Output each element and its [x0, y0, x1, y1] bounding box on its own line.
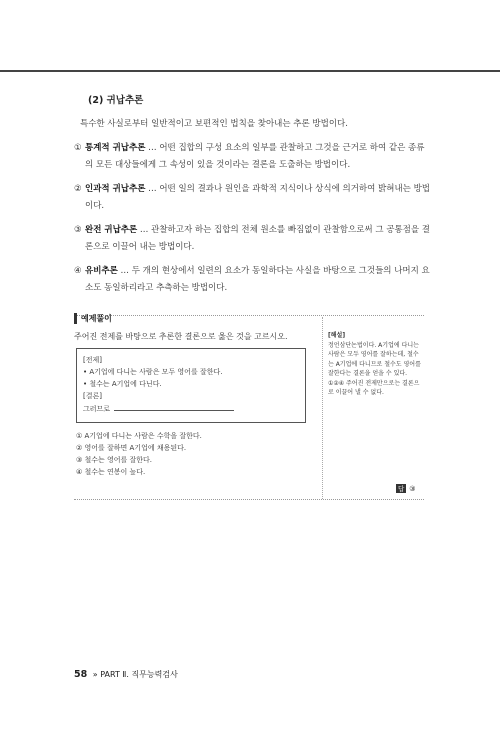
item-term: 완전 귀납추론	[85, 225, 138, 235]
item-number: ②	[74, 184, 82, 194]
column-divider	[322, 317, 323, 499]
explanation	[328, 331, 424, 398]
footer-part: PART Ⅱ. 직무능력검사	[100, 670, 178, 679]
premise-header: [전제]	[83, 356, 102, 364]
top-rule	[0, 70, 500, 72]
conclusion-blank	[114, 402, 234, 411]
item-number: ④	[74, 266, 82, 276]
section-intro: 특수한 사실로부터 일반적이고 보편적인 법칙을 찾아내는 추론 방법이다.	[80, 119, 348, 129]
conclusion-row	[83, 402, 299, 415]
conclusion-prefix: 그러므로	[83, 405, 111, 413]
page-number: 58	[74, 669, 88, 680]
list-item	[74, 263, 432, 297]
list-item	[74, 181, 432, 215]
example-box-bottom-border	[74, 499, 424, 500]
item-term: 통계적 귀납추론	[85, 143, 146, 153]
item-text: … 두 개의 현상에서 일련의 요소가 동일하다는 사실을 바탕으로 그것들의 나머지 요소도 동일하리라고 추측하는 방법이다.	[85, 266, 430, 293]
answer-value: ③	[409, 485, 416, 493]
item-text: … 어떤 집합의 구성 요소의 일부를 관찰하고 그것을 근거로 하여 같은 종류의 모든 대상들에게 그 속성이 있을 것이라는 결론을 도출하는 방법이다.	[85, 143, 425, 170]
section-title: (2) 귀납추론	[88, 95, 144, 106]
premise-line: • 철수는 A기업에 다닌다.	[83, 380, 162, 388]
option-item: ② 영어를 잘하면 A기업에 채용된다.	[76, 444, 187, 452]
option-item: ① A기업에 다니는 사람은 수학을 잘한다.	[76, 432, 202, 440]
answer	[396, 484, 416, 493]
answer-options	[76, 430, 202, 478]
footer-separator: »	[92, 670, 98, 679]
answer-tag: 답	[398, 485, 405, 493]
item-term: 유비추론	[85, 266, 118, 276]
page-footer	[74, 669, 178, 680]
item-term: 인과적 귀납추론	[85, 184, 146, 194]
example-prompt: 주어진 전제를 바탕으로 추론한 결론으로 옳은 것을 고르시오.	[74, 332, 288, 341]
option-item: ④ 철수는 연봉이 높다.	[76, 468, 146, 476]
option-item: ③ 철수는 영어를 잘한다.	[76, 456, 153, 464]
conclusion-header: [결론]	[83, 392, 102, 400]
premise-box	[76, 348, 306, 423]
explanation-text: 정언삼단논법이다. A기업에 다니는 사람은 모두 영어를 잘하는데, 철수는 A기업에 다니므로 철수도 영어를 잘한다는 결론을 얻을 수 있다. ①②④ 주어진 전제만으로는 결론으로 이끌어 낼 수 없다.	[328, 341, 421, 396]
example-box-top-border	[74, 315, 424, 316]
premise-line: • A기업에 다니는 사람은 모두 영어를 잘한다.	[83, 368, 223, 376]
item-number: ①	[74, 143, 82, 153]
item-number: ③	[74, 225, 82, 235]
list-item	[74, 222, 432, 256]
explanation-title: [해설]	[328, 332, 346, 339]
item-text: … 관찰하고자 하는 집합의 전체 원소를 빠짐없이 관찰함으로써 그 공통점을 결론으로 이끌어 내는 방법이다.	[85, 225, 430, 252]
list-item	[74, 140, 432, 174]
example-label: 예제풀이	[74, 313, 112, 324]
item-text: … 어떤 일의 결과나 원인을 과학적 지식이나 상식에 의거하여 밝혀내는 방법이다.	[85, 184, 430, 211]
definition-list	[74, 140, 432, 304]
